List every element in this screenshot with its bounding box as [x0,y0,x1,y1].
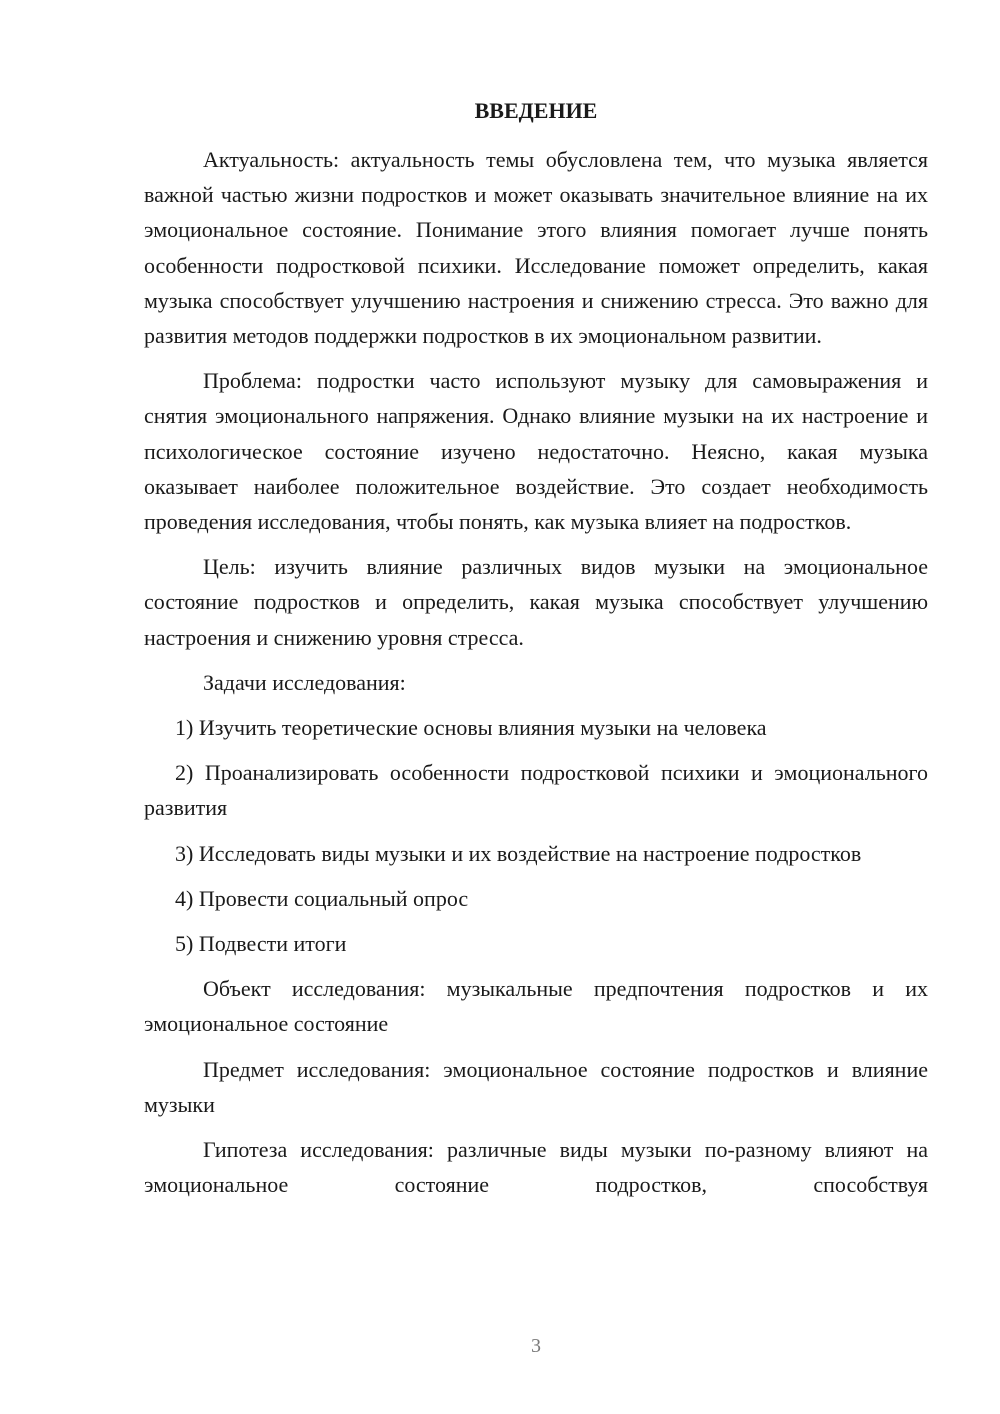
list-item-task-5: 5) Подвести итоги [175,931,347,957]
paragraph-relevance: Актуальность: актуальность темы обусловлена тем, что музыка является важной частью жизни подростков и может оказывать значительное влияние на их эмоциональное состояние. Понимание этого влияния помогает лучше понять особенности подростковой психики. Исследование поможет определить, какая музыка способствует улучшению настроения и снижению стресса. Это важно для развития методов поддержки подростков в их эмоциональном развитии. [144,147,928,349]
paragraph-goal: Цель: изучить влияние различных видов музыки на эмоциональное состояние подростков и определить, какая музыка способствует улучшению настроения и снижению уровня стресса. [144,554,928,650]
page-number: 3 [531,1335,541,1357]
paragraph-object: Объект исследования: музыкальные предпочтения подростков и их эмоциональное состояние [144,976,928,1037]
paragraph-problem: Проблема: подростки часто используют музыку для самовыражения и снятия эмоционального напряжения. Однако влияние музыки на их настроение и психологическое состояние изучено недостаточно. Неясно, какая музыка оказывает наиболее положительное воздействие. Это создает необходимость проведения исследования, чтобы понять, как музыка влияет на подростков. [144,368,928,535]
paragraph-tasks-heading: Задачи исследования: [203,669,406,695]
list-item-task-3: 3) Исследовать виды музыки и их воздействие на настроение подростков [175,840,862,866]
paragraph-hypothesis: Гипотеза исследования: различные виды музыки по-разному влияют на эмоциональное состояние подростков, способствуя [144,1137,928,1198]
list-item-task-1: 1) Изучить теоретические основы влияния музыки на человека [175,715,767,741]
list-item-task-4: 4) Провести социальный опрос [175,885,469,911]
list-item-task-2: 2) Проанализировать особенности подростковой психики и эмоционального развития [144,760,928,821]
paragraph-subject: Предмет исследования: эмоциональное состояние подростков и влияние музыки [144,1056,928,1117]
section-title: ВВЕДЕНИЕ [474,98,598,123]
document-body [144,142,928,1202]
